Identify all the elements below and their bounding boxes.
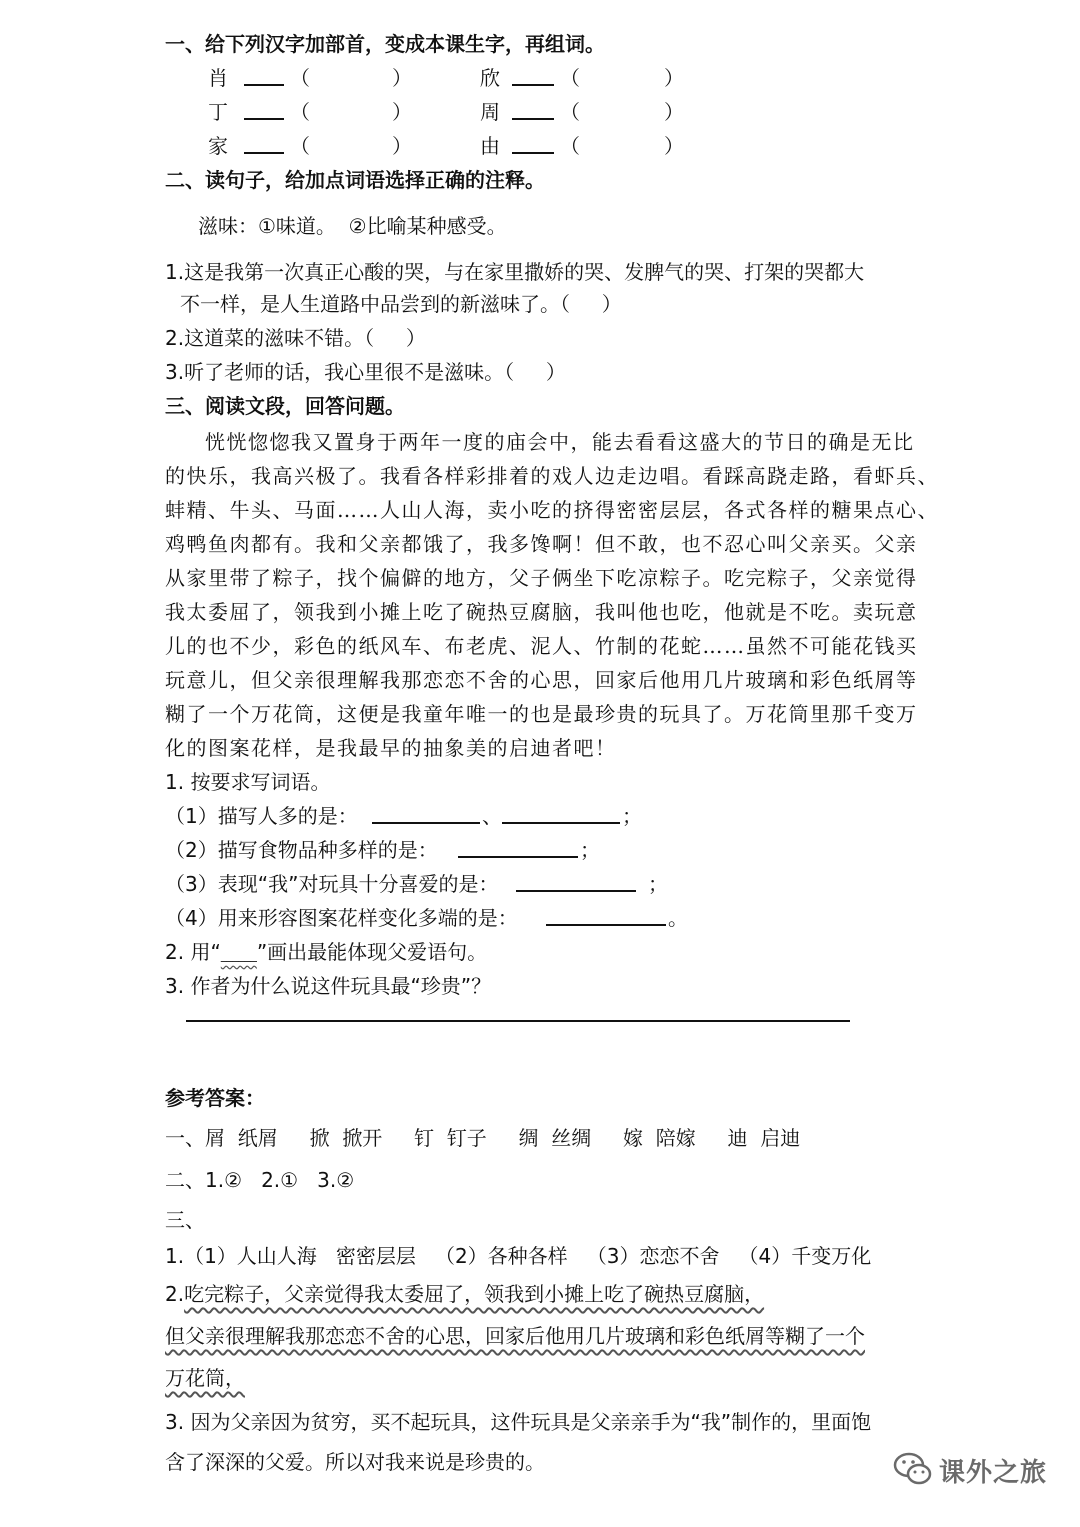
paren-open: （: [290, 100, 310, 124]
answer-3-2-line-3: 万花筒，: [165, 1366, 245, 1390]
section1-heading: 一、给下列汉字加部首，变成本课生字，再组词。: [165, 32, 605, 56]
line-end: 。: [668, 906, 688, 930]
answer-3-2-line-1: [165, 1278, 764, 1307]
passage-line: 我太委屈了，领我到小摊上吃了碗热豆腐脑，我叫他也吃，他就是不吃。卖玩意: [165, 600, 918, 624]
answer-section-3-heading: 三、: [165, 1208, 205, 1232]
highlighted-sentence: 吃完粽子，父亲觉得我太委屈了，领我到小摊上吃了碗热豆腐脑，: [184, 1282, 765, 1306]
answer-section-1: 一、屑 纸屑 掀 掀开 钉 钉子 绸 丝绸 嫁 陪嫁 迪 启迪: [165, 1126, 801, 1150]
answers-heading: 参考答案：: [165, 1086, 265, 1110]
section3-heading: 三、阅读文段，回答问题。: [165, 394, 405, 418]
sub-question-label: （3）表现“我”对玩具十分喜爱的是：: [165, 872, 499, 896]
answer-3-2-line-2: 但父亲很理解我那恋恋不舍的心思，回家后他用几片玻璃和彩色纸屑等糊了一个: [165, 1324, 865, 1348]
section2-heading: 二、读句子，给加点词语选择正确的注释。: [165, 168, 545, 192]
sub-question-label: （2）描写食物品种多样的是：: [165, 838, 438, 862]
passage-line: 糊了一个万花筒，这便是我童年唯一的也是最珍贵的玩具了。万花筒里那千变万: [165, 702, 918, 726]
char-left: 肖: [208, 66, 228, 90]
paren-open: （: [560, 100, 580, 124]
paren-open: （: [560, 66, 580, 90]
question-1-line-1: 1.这是我第一次真正心酸的哭，与在家里撒娇的哭、发脾气的哭、打架的哭都大: [165, 260, 865, 284]
wavy-mark-sample: ______: [220, 948, 257, 962]
question-1-line-2: 不一样，是人生道路中品尝到的新滋味了。（ ）: [180, 292, 622, 316]
answer-blank[interactable]: [244, 134, 284, 154]
reading-question-2: [165, 936, 487, 965]
passage-line: 化的图案花样，是我最早的抽象美的启迪者吧！: [165, 736, 617, 760]
separator: 、: [482, 804, 502, 828]
answer-blank[interactable]: [512, 66, 554, 86]
answer-blank[interactable]: [244, 100, 284, 120]
char-left: 丁: [208, 100, 228, 124]
char-right: 由: [480, 134, 500, 158]
watermark-text: 课外之旅: [939, 1458, 1048, 1488]
answer-3-3-line-1: 3. 因为父亲因为贫穷，买不起玩具，这件玩具是父亲亲手为“我”制作的，里面饱: [165, 1410, 872, 1434]
line-end: ；: [580, 838, 600, 862]
answer-blank[interactable]: [502, 804, 620, 824]
line-end: ；: [648, 872, 668, 896]
line-end: ；: [622, 804, 642, 828]
paren-close: ）: [664, 66, 684, 90]
answer-blank[interactable]: [372, 804, 480, 824]
answer-section-2: 二、1.② 2.① 3.②: [165, 1168, 355, 1192]
reading-question-1: 1. 按要求写词语。: [165, 770, 331, 794]
answer-blank[interactable]: [244, 66, 284, 86]
passage-line: 鸡鸭鱼肉都有。我和父亲都饿了，我多馋啊！但不敢，也不忍心叫父亲买。父亲: [165, 532, 918, 556]
paren-close: ）: [392, 100, 412, 124]
paren-open: （: [290, 134, 310, 158]
question-2: 2.这道菜的滋味不错。（ ）: [165, 326, 426, 350]
sub-question-label: （1）描写人多的是：: [165, 804, 358, 828]
passage-line: 的快乐，我高兴极了。我看各样彩排着的戏人边走边唱。看踩高跷走路，看虾兵、: [165, 464, 939, 488]
paren-open: （: [560, 134, 580, 158]
passage-line: 玩意儿，但父亲很理解我那恋恋不舍的心思，回家后他用几片玻璃和彩色纸屑等: [165, 668, 918, 692]
passage-line: 恍恍惚惚我又置身于两年一度的庙会中，能去看看这盛大的节日的确是无比: [205, 430, 915, 454]
question-3: 3.听了老师的话，我心里很不是滋味。（ ）: [165, 360, 566, 384]
passage-line: 蚌精、牛头、马面……人山人海，卖小吃的挤得密密层层，各式各样的糖果点心、: [165, 498, 939, 522]
reading-question-3: 3. 作者为什么说这件玩具最“珍贵”？: [165, 974, 492, 998]
watermark: [893, 1446, 1063, 1494]
answer-blank[interactable]: [546, 906, 666, 926]
question-suffix: ”画出最能体现父爱语句。: [256, 940, 488, 964]
answer-line[interactable]: [186, 1020, 850, 1022]
answer-blank[interactable]: [512, 100, 554, 120]
answer-number: 2.: [165, 1282, 185, 1306]
char-left: 家: [208, 134, 228, 158]
answer-3-3-line-2: 含了深深的父爱。所以对我来说是珍贵的。: [165, 1450, 545, 1474]
passage-line: 从家里带了粽子，找个偏僻的地方，父子俩坐下吃凉粽子。吃完粽子，父亲觉得: [165, 566, 918, 590]
answer-blank[interactable]: [512, 134, 554, 154]
paren-close: ）: [392, 134, 412, 158]
paren-close: ）: [664, 100, 684, 124]
answer-blank[interactable]: [458, 838, 578, 858]
paren-open: （: [290, 66, 310, 90]
answer-3-1: 1.（1）人山人海 密密层层 （2）各种各样 （3）恋恋不舍 （4）千变万化: [165, 1244, 872, 1268]
passage-line: 儿的也不少，彩色的纸风车、布老虎、泥人、竹制的花蛇……虽然不可能花钱买: [165, 634, 918, 658]
answer-blank[interactable]: [516, 872, 636, 892]
wechat-icon: [893, 1450, 933, 1488]
char-right: 周: [480, 100, 500, 124]
paren-close: ）: [664, 134, 684, 158]
char-right: 欣: [480, 66, 500, 90]
sub-question-label: （4）用来形容图案花样变化多端的是：: [165, 906, 518, 930]
paren-close: ）: [392, 66, 412, 90]
definition: 滋味：①味道。 ②比喻某种感受。: [198, 214, 507, 238]
question-prefix: 2. 用“: [165, 940, 221, 964]
